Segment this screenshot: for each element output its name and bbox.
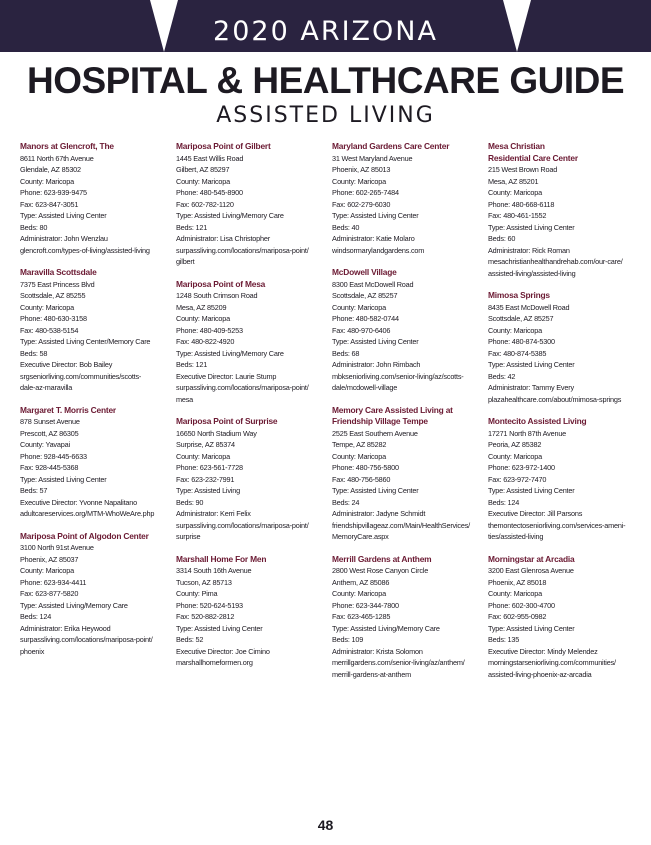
facility-detail-line: Phone: 480-630-3158 — [20, 314, 87, 323]
facility-name: Maryland Gardens Care Center — [332, 141, 450, 151]
facility-detail-line: Scottsdale, AZ 85255 — [20, 291, 86, 300]
facility-entry — [488, 554, 640, 681]
facility-detail-line: County: Maricopa — [488, 451, 542, 461]
facility-detail-line: MemoryCare.aspx — [332, 532, 389, 541]
facility-detail-line: 3100 North 91st Avenue — [20, 543, 94, 552]
facility-detail-line: Fax: 602-955-0982 — [488, 612, 547, 621]
facility-detail-line: Executive Director: Yvonne Napalitano — [20, 497, 137, 507]
facility-detail-line: Phone: 520-624-5193 — [176, 600, 243, 610]
facility-detail-line: County: Maricopa — [176, 451, 230, 461]
facility-detail-line: Phoenix, AZ 85013 — [332, 165, 391, 174]
facility-detail-line: County: Maricopa — [20, 176, 74, 186]
facility-detail-line: surpassliving.com/locations/mariposa-point/ — [176, 520, 309, 530]
facility-detail-line: Glendale, AZ 85302 — [20, 165, 81, 174]
facility-detail-line: Executive Director: Laurie Stump — [176, 371, 277, 381]
facility-detail-line: merrill-gardens-at-anthem — [332, 669, 411, 679]
facility-name: Mariposa Point of Algodon Center — [20, 530, 149, 541]
facility-name: Friendship Village Tempe — [332, 416, 428, 426]
facility-detail-line: Type: Assisted Living — [176, 486, 240, 495]
section-title: ASSISTED LIVING — [216, 103, 435, 128]
facility-entry — [20, 531, 172, 658]
facility-detail-line: Type: Assisted Living Center — [488, 486, 575, 495]
facility-detail-line: 2525 East Southern Avenue — [332, 428, 418, 438]
facility-entry — [488, 416, 640, 543]
facility-detail-line: Administrator: Rick Roman — [488, 245, 570, 255]
facility-detail-line: Phone: 623-939-9475 — [20, 188, 87, 197]
facility-name: Margaret T. Morris Center — [20, 404, 116, 415]
facility-name: Mariposa Point of Gilbert — [176, 141, 271, 151]
facility-detail-line: 2800 West Rose Canyon Circle — [332, 566, 429, 575]
facility-name: Mariposa Point of Surprise — [176, 416, 278, 426]
facility-detail-line: Gilbert, AZ 85297 — [176, 165, 230, 174]
facility-detail-line: surpassliving.com/locations/mariposa-point/ — [176, 383, 309, 392]
facility-detail-line: Type: Assisted Living Center — [488, 222, 575, 232]
facility-detail-line: 7375 East Princess Blvd — [20, 279, 95, 289]
facility-detail-line: Administrator: John Rimbach — [332, 360, 421, 369]
facility-detail-line: marshallhomeformen.org — [176, 658, 253, 667]
facility-detail-line: glencroft.com/types-of-living/assisted-living — [20, 245, 150, 255]
facility-detail-line: County: Pima — [176, 589, 218, 598]
facility-detail-line: 3314 South 16th Avenue — [176, 566, 252, 575]
facility-entry — [20, 405, 172, 520]
facility-detail-line: windsormarylandgardens.com — [332, 245, 425, 255]
facility-detail-line: morningstarseniorliving.com/communities/ — [488, 658, 616, 667]
facility-detail-line: Mesa, AZ 85201 — [488, 176, 539, 186]
facility-detail-line: Phoenix, AZ 85037 — [20, 554, 79, 564]
facility-detail-line: County: Maricopa — [332, 589, 386, 598]
facility-entry — [176, 554, 328, 669]
facility-detail-line: County: Maricopa — [20, 566, 74, 575]
facility-detail-line: Fax: 602-782-1120 — [176, 199, 234, 209]
header-banner — [0, 0, 651, 52]
facility-detail-line: mesa — [176, 394, 194, 404]
facility-entry — [176, 279, 328, 406]
facility-detail-line: Beds: 58 — [20, 348, 48, 358]
facility-detail-line: Fax: 623-847-3051 — [20, 199, 79, 209]
facility-detail-line: Type: Assisted Living/Memory Care — [176, 211, 284, 220]
facility-detail-line: Phone: 602-300-4700 — [488, 600, 555, 610]
facility-entry — [20, 267, 172, 394]
facility-detail-line: County: Maricopa — [332, 451, 386, 461]
facility-detail-line: County: Maricopa — [332, 176, 386, 186]
facility-detail-line: Beds: 121 — [176, 360, 208, 369]
facility-detail-line: Type: Assisted Living Center — [332, 337, 419, 346]
facility-detail-line: Beds: 60 — [488, 234, 516, 243]
facility-entry — [332, 141, 484, 256]
facility-detail-line: Phone: 623-972-1400 — [488, 463, 555, 472]
facility-entry — [20, 141, 172, 256]
facility-detail-line: Scottsdale, AZ 85257 — [332, 291, 398, 300]
facility-detail-line: Beds: 124 — [20, 612, 52, 621]
facility-detail-line: assisted-living/assisted-living — [488, 268, 576, 278]
facility-detail-line: adultcareservices.org/MTM-WhoWeAre.php — [20, 509, 155, 518]
facility-detail-line: 878 Sunset Avenue — [20, 417, 80, 426]
facility-detail-line: Phone: 480-409-5253 — [176, 325, 243, 335]
facility-detail-line: Executive Director: Bob Bailey — [20, 360, 113, 369]
facility-detail-line: Fax: 623-232-7991 — [176, 474, 235, 484]
facility-detail-line: 31 West Maryland Avenue — [332, 153, 413, 163]
facility-detail-line: Surprise, AZ 85374 — [176, 440, 235, 449]
facility-detail-line: Fax: 480-756-5860 — [332, 474, 391, 484]
facility-detail-line: 16650 North Stadium Way — [176, 428, 257, 438]
facility-detail-line: Phoenix, AZ 85018 — [488, 577, 547, 587]
facility-detail-line: County: Maricopa — [488, 188, 542, 197]
facility-detail-line: County: Maricopa — [488, 589, 542, 598]
facility-name: Merrill Gardens at Anthem — [332, 553, 432, 564]
facility-entry — [488, 290, 640, 405]
facility-entry — [332, 554, 484, 681]
column-2 — [176, 141, 328, 680]
facility-detail-line: gilbert — [176, 257, 195, 266]
facility-detail-line: Type: Assisted Living Center — [20, 474, 107, 484]
facility-detail-line: Beds: 121 — [176, 222, 208, 232]
facility-entry — [176, 416, 328, 543]
facility-detail-line: Fax: 520-882-2812 — [176, 612, 235, 621]
facility-name: Marshall Home For Men — [176, 553, 267, 564]
facility-detail-line: Beds: 57 — [20, 486, 48, 495]
facility-detail-line: Beds: 40 — [332, 222, 360, 232]
facility-detail-line: Fax: 623-465-1285 — [332, 612, 391, 621]
facility-detail-line: 17271 North 87th Avenue — [488, 428, 567, 438]
facility-detail-line: Fax: 602-279-6030 — [332, 199, 391, 209]
column-3 — [332, 141, 484, 691]
facility-detail-line: Phone: 623-934-4411 — [20, 577, 87, 587]
facility-detail-line: Executive Director: Mindy Melendez — [488, 646, 598, 656]
facility-detail-line: Beds: 90 — [176, 497, 204, 507]
facility-detail-line: surpassliving.com/locations/mariposa-point/ — [20, 635, 153, 644]
facility-detail-line: Fax: 623-972-7470 — [488, 474, 547, 484]
facility-detail-line: themontectoseniorliving.com/services-ameni- — [488, 520, 626, 530]
facility-detail-line: County: Maricopa — [332, 302, 386, 312]
facility-detail-line: Administrator: Tammy Every — [488, 383, 574, 392]
facility-detail-line: 8611 North 67th Avenue — [20, 153, 94, 163]
facility-detail-line: Prescott, AZ 86305 — [20, 428, 79, 438]
facility-detail-line: Mesa, AZ 85209 — [176, 302, 227, 312]
facility-detail-line: Phone: 480-756-5800 — [332, 463, 399, 472]
facility-detail-line: County: Yavapai — [20, 440, 70, 449]
facility-detail-line: Executive Director: Joe Cimino — [176, 646, 270, 656]
page-number: 48 — [317, 817, 334, 833]
facility-detail-line: Type: Assisted Living Center — [488, 360, 575, 369]
facility-detail-line: Type: Assisted Living/Memory Care — [176, 348, 284, 358]
facility-detail-line: ties/assisted-living — [488, 532, 544, 541]
facility-name: Residential Care Center — [488, 152, 578, 163]
facility-detail-line: mbkseniorliving.com/senior-living/az/scotts- — [332, 371, 464, 381]
facility-detail-line: Beds: 109 — [332, 635, 364, 644]
facility-detail-line: County: Maricopa — [176, 314, 230, 323]
facility-name: Mimosa Springs — [488, 290, 550, 300]
facility-detail-line: County: Maricopa — [488, 325, 542, 335]
facility-entry — [488, 141, 640, 279]
facility-name: Maravilla Scottsdale — [20, 267, 97, 277]
page-title: HOSPITAL & HEALTHCARE GUIDE — [26, 60, 625, 101]
facility-detail-line: Beds: 42 — [488, 371, 516, 381]
facility-detail-line: Fax: 480-822-4920 — [176, 337, 235, 346]
facility-detail-line: plazahealthcare.com/about/mimosa-springs — [488, 394, 622, 404]
facility-detail-line: 215 West Brown Road — [488, 165, 558, 174]
facility-detail-line: Phone: 928-445-6633 — [20, 451, 87, 461]
facility-detail-line: Type: Assisted Living Center — [488, 623, 575, 633]
facility-detail-line: srgseniorliving.com/communities/scotts- — [20, 371, 142, 381]
facility-detail-line: Type: Assisted Living/Memory Care — [332, 623, 440, 633]
facility-detail-line: County: Maricopa — [176, 176, 230, 186]
facility-name: Mesa Christian — [488, 141, 545, 151]
facility-detail-line: Fax: 480-874-5385 — [488, 348, 547, 358]
facility-detail-line: Administrator: Jadyne Schmidt — [332, 509, 426, 518]
banner-year-state: 2020 ARIZONA — [213, 16, 438, 47]
facility-detail-line: Phone: 480-874-5300 — [488, 337, 555, 346]
facility-detail-line: Phone: 623-561-7728 — [176, 463, 243, 472]
facility-detail-line: Tempe, AZ 85282 — [332, 440, 387, 449]
facility-detail-line: Beds: 52 — [176, 635, 204, 644]
facility-detail-line: Fax: 480-538-5154 — [20, 325, 79, 335]
facility-detail-line: Beds: 24 — [332, 497, 360, 507]
facility-detail-line: Administrator: Katie Molaro — [332, 234, 415, 243]
facility-detail-line: Administrator: Erika Heywood — [20, 623, 111, 633]
facility-name: Manors at Glencroft, The — [20, 141, 114, 151]
facility-detail-line: Fax: 480-461-1552 — [488, 211, 547, 220]
facility-detail-line: Administrator: Lisa Christopher — [176, 234, 270, 243]
facility-detail-line: Type: Assisted Living Center — [176, 623, 263, 633]
facility-detail-line: 8300 East McDowell Road — [332, 279, 414, 289]
facility-detail-line: 8435 East McDowell Road — [488, 302, 570, 312]
facility-detail-line: Administrator: Krista Solomon — [332, 646, 423, 656]
facility-detail-line: Administrator: Kerri Felix — [176, 509, 251, 518]
facility-detail-line: Fax: 623-877-5820 — [20, 589, 79, 598]
facility-name: McDowell Village — [332, 267, 397, 277]
facility-detail-line: Tucson, AZ 85713 — [176, 577, 232, 587]
facility-detail-line: Fax: 928-445-5368 — [20, 463, 79, 472]
facility-entry — [176, 141, 328, 268]
facility-entry — [332, 405, 484, 543]
facility-name: Memory Care Assisted Living at — [332, 404, 453, 415]
facility-detail-line: Beds: 124 — [488, 497, 520, 507]
facility-detail-line: 3200 East Glenrosa Avenue — [488, 566, 574, 575]
facility-detail-line: Phone: 623-344-7800 — [332, 600, 399, 610]
facility-detail-line: Beds: 135 — [488, 635, 520, 644]
facility-detail-line: surprise — [176, 532, 201, 541]
facility-detail-line: Type: Assisted Living Center — [332, 211, 419, 220]
facility-detail-line: merrillgardens.com/senior-living/az/anthem/ — [332, 658, 465, 667]
facility-name: Morningstar at Arcadia — [488, 553, 575, 564]
facility-detail-line: Beds: 80 — [20, 222, 48, 232]
facility-detail-line: 1248 South Crimson Road — [176, 291, 258, 300]
facility-detail-line: friendshipvillageaz.com/Main/HealthServices/ — [332, 520, 471, 530]
facility-detail-line: dale-az-maravilla — [20, 383, 73, 392]
facility-detail-line: mesachristianhealthandrehab.com/our-care/ — [488, 257, 623, 266]
facility-detail-line: Anthem, AZ 85086 — [332, 577, 390, 587]
facility-detail-line: phoenix — [20, 646, 45, 656]
facility-detail-line: Phone: 480-668-6118 — [488, 199, 555, 209]
facility-detail-line: Beds: 68 — [332, 348, 360, 358]
facility-detail-line: Peoria, AZ 85382 — [488, 440, 542, 449]
facility-detail-line: Phone: 480-582-0744 — [332, 314, 399, 323]
facility-detail-line: Type: Assisted Living Center/Memory Care — [20, 337, 151, 346]
facility-detail-line: Type: Assisted Living Center — [332, 486, 419, 495]
facility-detail-line: County: Maricopa — [20, 302, 74, 312]
facility-detail-line: Administrator: John Wenzlau — [20, 234, 108, 243]
facility-detail-line: Type: Assisted Living Center — [20, 211, 107, 220]
column-1 — [20, 141, 172, 668]
facility-name: Mariposa Point of Mesa — [176, 278, 266, 289]
facility-name: Montecito Assisted Living — [488, 416, 587, 426]
facility-detail-line: Phone: 480-545-8900 — [176, 188, 243, 197]
facility-detail-line: Executive Director: Jill Parsons — [488, 509, 583, 518]
facility-detail-line: Type: Assisted Living/Memory Care — [20, 600, 128, 610]
facility-detail-line: Phone: 602-265-7484 — [332, 188, 399, 197]
facility-detail-line: dale/mcdowell-village — [332, 383, 398, 392]
facility-detail-line: 1445 East Willis Road — [176, 153, 244, 163]
facility-detail-line: Scottsdale, AZ 85257 — [488, 314, 554, 323]
facility-detail-line: Fax: 480-970-6406 — [332, 325, 391, 335]
column-4 — [488, 141, 640, 691]
facility-detail-line: surpassliving.com/locations/mariposa-point/ — [176, 245, 309, 255]
facility-entry — [332, 267, 484, 394]
facility-detail-line: assisted-living-phoenix-az-arcadia — [488, 669, 592, 679]
